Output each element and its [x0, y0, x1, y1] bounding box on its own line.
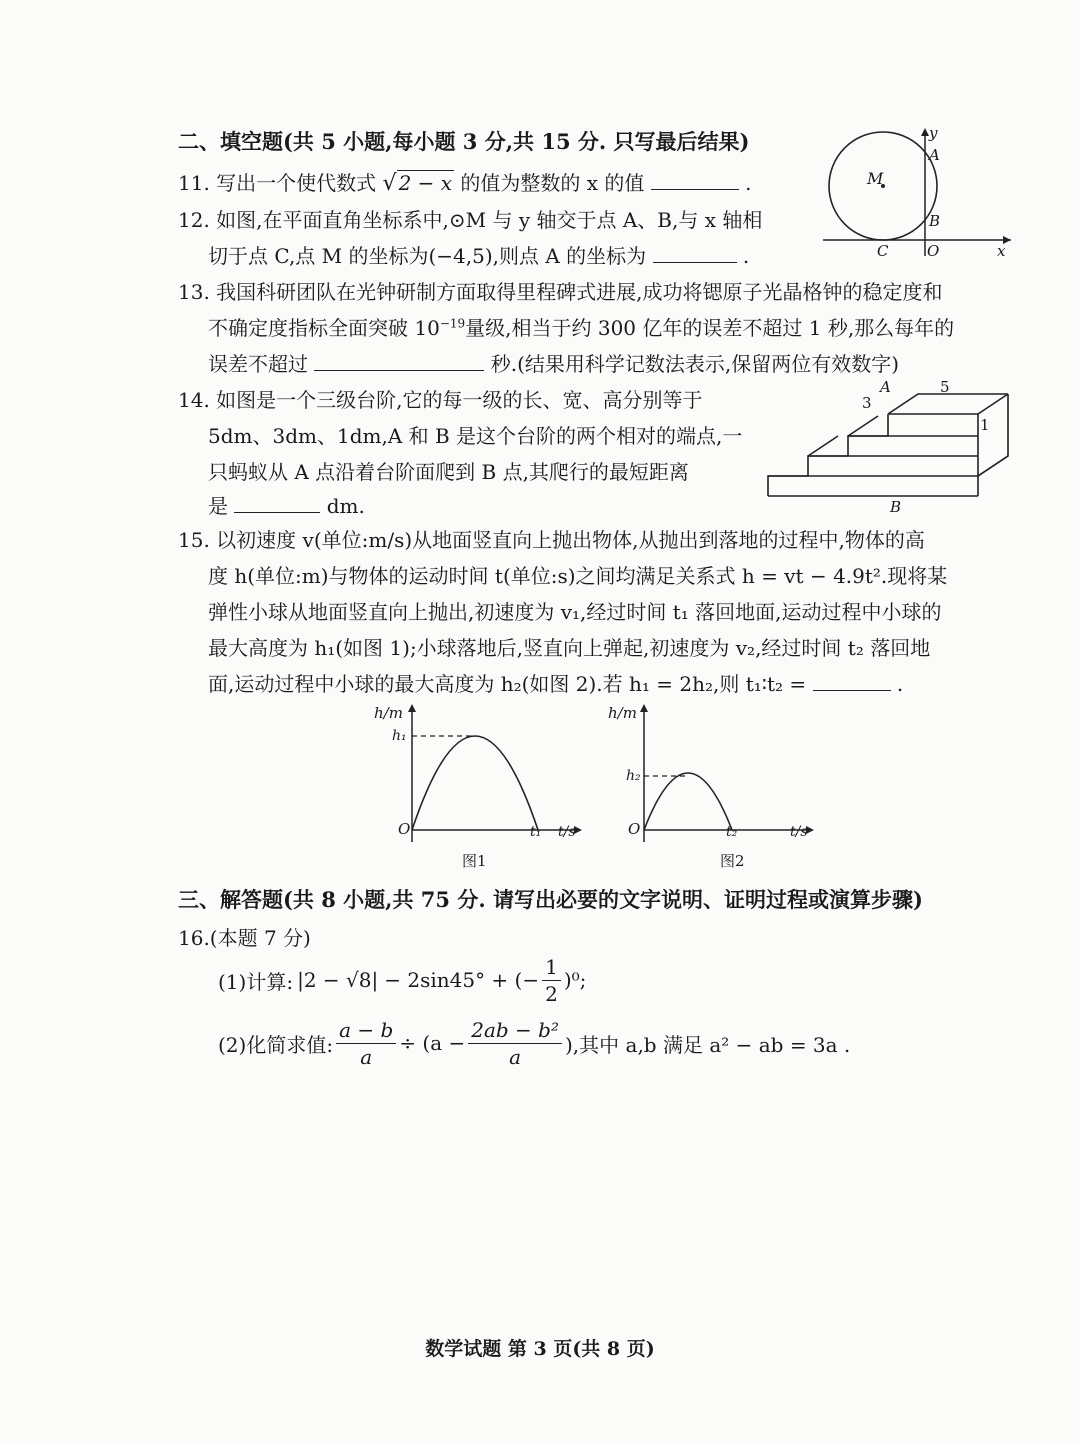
fig2-peak-label: h₂	[626, 768, 641, 784]
question-12-line2	[208, 240, 749, 269]
label-b: B	[890, 498, 902, 516]
question-15-line1: 15. 以初速度 v(单位:m/s)从地面竖直向上抛出物体,从抛出到落地的过程中,物体的高	[178, 528, 925, 552]
step-profile-left	[768, 414, 888, 496]
q16-part1-end: )⁰;	[563, 968, 587, 992]
question-15-line5	[208, 668, 903, 697]
fraction-numerator: 2ab − b²	[468, 1017, 562, 1044]
right-side	[978, 394, 1008, 496]
staircase-figure	[760, 378, 1020, 518]
sqrt-radicand: 2 − x	[398, 171, 453, 195]
answer-blank-13[interactable]	[314, 352, 484, 371]
depth-edge-3	[808, 436, 838, 456]
fig2-parabola	[644, 773, 732, 830]
q13-text-a: 不确定度指标全面突破 10	[208, 316, 440, 340]
label-x: x	[997, 242, 1006, 260]
fig1-ylabel: h/m	[374, 704, 403, 722]
q16-part2-end: ),其中 a,b 满足 a² − ab = 3a .	[565, 1032, 851, 1057]
fig1-origin: O	[398, 820, 411, 838]
q13-text-d: 秒.(结果用科学记数法表示,保留两位有效数字)	[490, 352, 900, 376]
tread-top-right	[978, 394, 1008, 414]
top-back	[888, 394, 1008, 414]
label-width: 3	[862, 394, 872, 412]
fraction-denominator: a	[360, 1044, 373, 1069]
fig2-ylabel: h/m	[608, 704, 637, 722]
q12-end: .	[742, 244, 750, 268]
question-14-line1: 14. 如图是一个三级台阶,它的每一级的长、宽、高分别等于	[178, 388, 703, 412]
fig2-origin: O	[628, 820, 641, 838]
fraction-numerator: 1	[542, 954, 561, 981]
fig2-y-arrow	[640, 704, 648, 712]
q16-part2-label: (2)化简求值:	[218, 1032, 334, 1057]
question-13-line3	[208, 348, 899, 377]
label-height: 1	[980, 416, 990, 434]
question-15-line3: 弹性小球从地面竖直向上抛出,初速度为 v₁,经过时间 t₁ 落回地面,运动过程中小球的	[208, 600, 942, 624]
q16-part1-label: (1)计算:	[218, 969, 294, 994]
q13-text-c: 误差不超过	[208, 352, 308, 376]
fraction-one-half	[542, 954, 561, 1007]
question-13-line2	[208, 312, 954, 341]
fraction-denominator: 2	[545, 981, 558, 1006]
label-length: 5	[940, 378, 950, 396]
label-o: O	[927, 242, 940, 260]
page-footer: 数学试题 第 3 页(共 8 页)	[425, 1338, 655, 1360]
question-13-line1: 13. 我国科研团队在光钟研制方面取得里程碑式进展,成功将锶原子光晶格钟的稳定度和	[178, 280, 943, 304]
circle-axes-figure	[815, 122, 1015, 262]
label-y: y	[929, 124, 938, 142]
question-16-part1	[218, 954, 586, 1006]
label-c: C	[877, 242, 889, 260]
q12-text: 切于点 C,点 M 的坐标为(−4,5),则点 A 的坐标为	[208, 244, 647, 268]
q13-exponent: −19	[439, 316, 466, 331]
question-16-title: 16.(本题 7 分)	[178, 926, 311, 950]
fig1-caption: 图1	[462, 852, 487, 870]
question-14-line3: 只蚂蚁从 A 点沿着台阶面爬到 B 点,其爬行的最短距离	[208, 460, 689, 484]
fig1-xlabel: t/s	[558, 824, 576, 840]
bottom-depth	[978, 456, 1008, 476]
q16-part1-mid: − 2sin45° + (−	[384, 968, 540, 992]
depth-edge-2	[848, 416, 878, 436]
q16-part2-mid: ÷ (a −	[399, 1031, 466, 1055]
q15-end: .	[896, 672, 904, 696]
sqrt-expression: √ 2 − x	[382, 171, 453, 196]
label-a: A	[880, 378, 891, 396]
q11-text-b: 的值为整数的 x 的值	[460, 171, 645, 195]
answer-blank-12[interactable]	[653, 244, 737, 263]
answer-blank-11[interactable]	[651, 171, 739, 190]
label-b: B	[929, 212, 941, 230]
q16-abs-expression: |2 − √8|	[297, 968, 379, 992]
answer-section-header: 三、解答题(共 8 小题,共 75 分. 请写出必要的文字说明、证明过程或演算步骤)	[178, 887, 923, 912]
fig1-tend: t₁	[530, 824, 542, 840]
fraction-2ab-minus-b2	[468, 1017, 562, 1070]
question-15-line2: 度 h(单位:m)与物体的运动时间 t(单位:s)之间均满足关系式 h = vt − 4.9t².现将某	[208, 564, 948, 588]
fraction-a-minus-b	[336, 1017, 396, 1070]
q11-end: .	[745, 171, 752, 195]
question-11	[178, 167, 751, 196]
question-15-line4: 最大高度为 h₁(如图 1);小球落地后,竖直向上弹起,初速度为 v₂,经过时间 t₂ 落回地	[208, 636, 931, 660]
question-12-line1: 12. 如图,在平面直角坐标系中,⊙M 与 y 轴交于点 A、B,与 x 轴相	[178, 208, 763, 232]
fig2-tend: t₂	[726, 824, 738, 840]
q11-text-a: 11. 写出一个使代数式	[178, 171, 377, 195]
question-16-part2	[218, 1014, 850, 1072]
answer-blank-14[interactable]	[234, 494, 320, 513]
q15-text: 面,运动过程中小球的最大高度为 h₂(如图 2).若 h₁ = 2h₂,则 t₁∶t₂ =	[208, 672, 807, 696]
question-14-line2: 5dm、3dm、1dm,A 和 B 是这个台阶的两个相对的端点,一	[208, 424, 743, 448]
label-a: A	[929, 146, 940, 164]
fig1-peak-label: h₁	[392, 728, 407, 744]
fig1-y-arrow	[408, 704, 416, 712]
fig2-caption: 图2	[720, 852, 745, 870]
graph-figure-1	[370, 700, 590, 878]
fig2-xlabel: t/s	[790, 824, 808, 840]
fraction-denominator: a	[509, 1044, 522, 1069]
q13-text-b: 量级,相当于约 300 亿年的误差不超过 1 秒,那么每年的	[465, 316, 955, 340]
graph-figure-2	[600, 700, 820, 878]
label-m: M	[867, 169, 884, 188]
y-axis-arrow	[921, 128, 929, 136]
question-14-line4	[208, 490, 365, 519]
fill-section-header: 二、填空题(共 5 小题,每小题 3 分,共 15 分. 只写最后结果)	[178, 129, 750, 154]
fraction-numerator: a − b	[336, 1017, 396, 1044]
fig1-parabola	[412, 736, 538, 830]
answer-blank-15[interactable]	[813, 672, 891, 691]
q14-text-a: 是	[208, 494, 228, 518]
q14-text-b: dm.	[326, 494, 365, 518]
